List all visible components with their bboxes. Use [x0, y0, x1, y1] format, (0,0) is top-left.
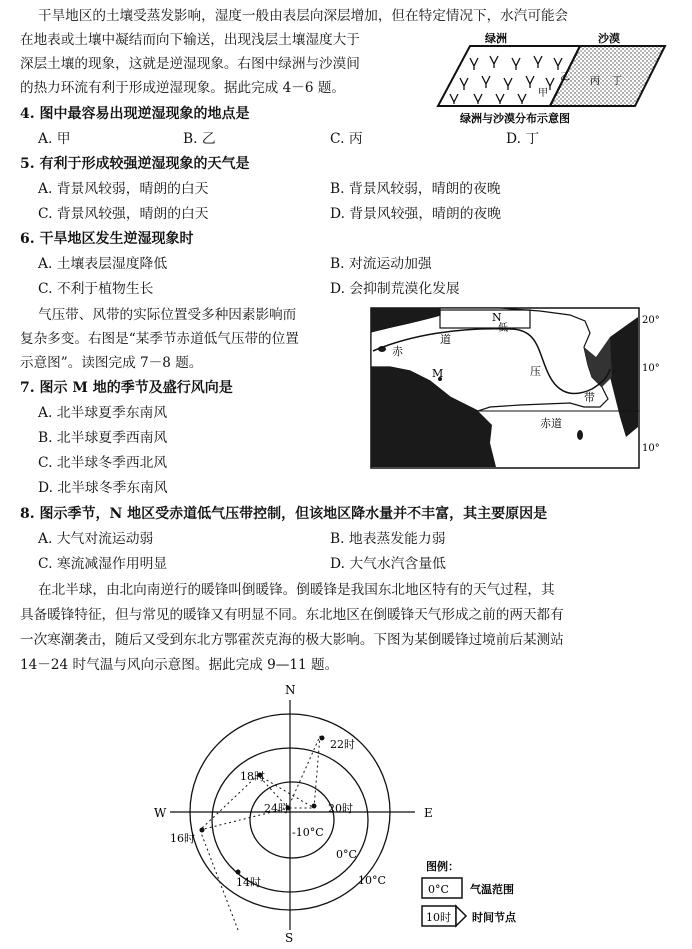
q7-option-a[interactable]: A. 北半球夏季东南风	[38, 405, 168, 421]
ring-inner	[250, 782, 334, 858]
legend	[422, 859, 517, 926]
label-dao: 道	[440, 333, 451, 346]
q4-option-a[interactable]: A. 甲	[38, 131, 71, 147]
label-N: N	[492, 311, 502, 324]
oasis-label: 绿洲	[485, 32, 507, 45]
q8-option-a[interactable]: A. 大气对流运动弱	[38, 531, 154, 547]
lat-20: 20°	[642, 315, 660, 326]
q5-option-a[interactable]: A. 背景风较弱，晴朗的白天	[38, 181, 209, 197]
passage3-line2: 具备暖锋特征，但与常见的暖锋又有明显不同。东北地区在倒暖锋天气形成之前的两天都有	[20, 607, 564, 623]
q7-option-c[interactable]: C. 北半球冬季西北风	[38, 455, 168, 471]
oasis-desert-figure	[430, 28, 670, 128]
q6-option-d[interactable]: D. 会抑制荒漠化发展	[330, 281, 460, 297]
label-jia: 甲	[538, 88, 548, 99]
legend-title: 图例：	[426, 860, 459, 873]
desert-label: 沙漠	[598, 32, 620, 45]
q8-option-d[interactable]: D. 大气水汽含量低	[330, 556, 446, 572]
point-20h	[312, 804, 317, 809]
passage2-line3: 示意图”。读图完成 7－8 题。	[20, 355, 203, 371]
passage2-line1: 气压带、风带的实际位置受多种因素影响而	[38, 307, 297, 323]
ring-label-neg10: -10°C	[292, 826, 324, 839]
warm-front-polar-figure	[140, 680, 560, 946]
q8-stem: 8. 图示季节，N 地区受赤道低气压带控制，但该地区降水量并不丰富，其主要原因是	[20, 506, 548, 522]
label-equator: 赤道	[540, 417, 562, 430]
point-22h	[320, 736, 325, 741]
label-bing: 丙	[590, 76, 600, 87]
legend-time-label: 时间节点	[472, 911, 516, 924]
legend-time-box-text: 10时	[426, 911, 451, 924]
q5-option-c[interactable]: C. 背景风较强，晴朗的白天	[38, 206, 209, 222]
q5-stem: 5. 有利于形成较强逆湿现象的天气是	[20, 156, 250, 172]
dir-E: E	[424, 806, 433, 820]
label-M: M	[432, 367, 444, 380]
q8-option-c[interactable]: C. 寒流减湿作用明显	[38, 556, 168, 572]
q6-stem: 6. 干旱地区发生逆湿现象时	[20, 231, 194, 247]
q4-option-b[interactable]: B. 乙	[183, 131, 216, 147]
label-dai: 带	[584, 391, 595, 404]
q7-option-d[interactable]: D. 北半球冬季东南风	[38, 480, 168, 496]
time-18h: 18时	[240, 770, 265, 783]
label-ding: 丁	[612, 76, 622, 87]
q4-option-c[interactable]: C. 丙	[330, 131, 363, 147]
dir-W: W	[154, 806, 167, 820]
q8-option-b[interactable]: B. 地表蒸发能力弱	[330, 531, 446, 547]
passage1-line1: 干旱地区的土壤受蒸发影响，湿度一般由表层向深层增加，但在特定情况下，水汽可能会	[38, 8, 569, 24]
label-yi: 乙	[560, 72, 570, 83]
q7-option-b[interactable]: B. 北半球夏季西南风	[38, 430, 168, 446]
label-di: 低	[498, 323, 508, 334]
time-16h: 16时	[170, 832, 195, 845]
label-chi: 赤	[392, 345, 403, 358]
q7-stem: 7. 图示 M 地的季节及盛行风向是	[20, 380, 233, 396]
ring-label-0: 0°C	[336, 848, 357, 861]
q4-stem: 4. 图中最容易出现逆湿现象的地点是	[20, 106, 250, 122]
q4-option-d[interactable]: D. 丁	[506, 131, 540, 147]
q6-option-a[interactable]: A. 土壤表层湿度降低	[38, 256, 168, 272]
q5-option-b[interactable]: B. 背景风较弱，晴朗的夜晚	[330, 181, 501, 197]
passage3-line3: 一次寒潮袭击，随后又受到东北方鄂霍茨克海的极大影响。下图为某倒暖锋过境前后某测站	[20, 632, 564, 648]
passage2-line2: 复杂多变。右图是“某季节赤道低气压带的位置	[20, 331, 299, 347]
dir-N: N	[285, 683, 296, 697]
dir-S: S	[285, 931, 294, 945]
time-22h: 22时	[330, 738, 355, 751]
ring-label-10: 10°C	[358, 874, 386, 887]
passage1-line4: 的热力环流有利于形成逆湿现象。据此完成 4－6 题。	[20, 80, 346, 96]
passage3-line1: 在北半球，由北向南逆行的暖锋叫倒暖锋。倒暖锋是我国东北地区特有的天气过程，其	[38, 582, 555, 598]
q5-option-d[interactable]: D. 背景风较强，晴朗的夜晚	[330, 206, 502, 222]
lat-10-south: 10°	[642, 443, 660, 454]
time-24h: 24时	[264, 802, 289, 815]
point-16h	[200, 828, 205, 833]
q6-option-b[interactable]: B. 对流运动加强	[330, 256, 432, 272]
q6-option-c[interactable]: C. 不利于植物生长	[38, 281, 154, 297]
passage1-line2: 在地表或土壤中凝结而向下输送，出现浅层土壤湿度大于	[20, 32, 360, 48]
equatorial-low-map	[370, 307, 670, 472]
point-14h	[236, 870, 241, 875]
legend-temp-label: 气温范围	[470, 883, 514, 896]
legend-temp-box-text: 0°C	[428, 883, 449, 896]
label-ya: 压	[530, 365, 541, 378]
fig1-caption: 绿洲与沙漠分布示意图	[460, 112, 570, 125]
time-20h: 20时	[328, 802, 353, 815]
legend-time-arrow	[456, 906, 466, 926]
passage1-line3: 深层土壤的现象，这就是逆湿现象。右图中绿洲与沙漠间	[20, 56, 360, 72]
passage3-line4: 14－24 时气温与风向示意图。据此完成 9—11 题。	[20, 657, 339, 673]
lat-10-north: 10°	[642, 363, 660, 374]
time-14h: 14时	[236, 876, 261, 889]
